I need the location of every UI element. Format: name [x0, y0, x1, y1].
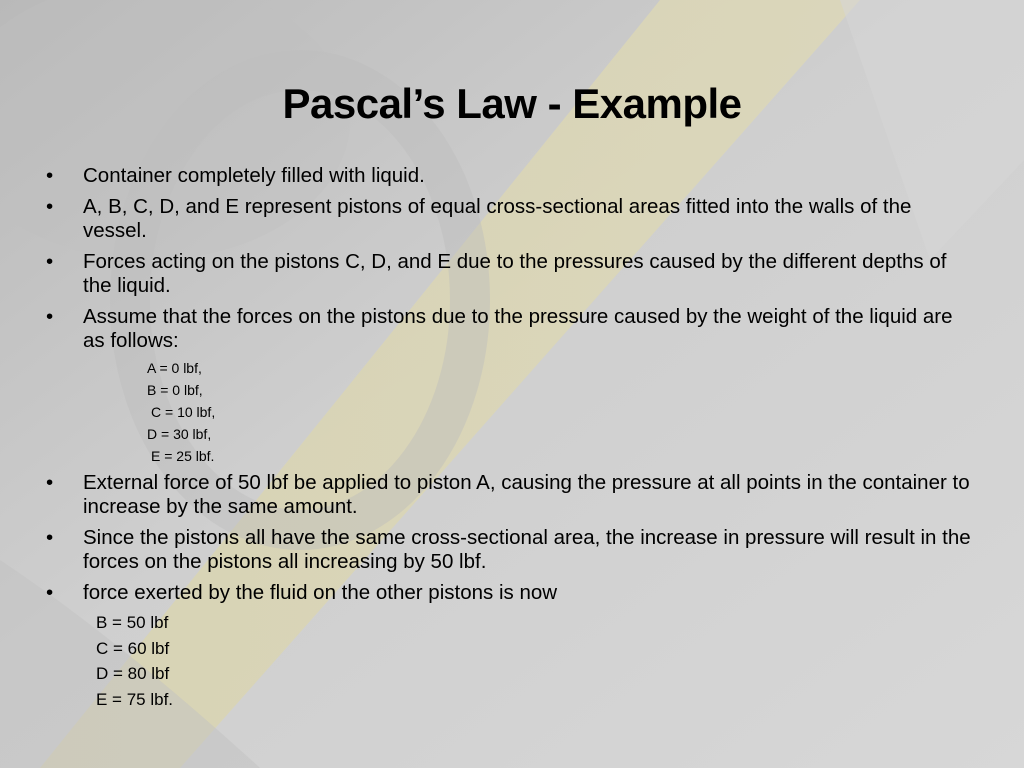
force-value: D = 80 lbf: [96, 664, 170, 683]
bullet-symbol: •: [46, 164, 54, 187]
bullet-text: Since the pistons all have the same cross-sectional area, the increase in pressure will result in the forces on the pistons all increasing by 50 lbf.: [83, 526, 971, 573]
force-value: C = 60 lbf: [96, 638, 170, 658]
force-value: B = 50 lbf: [96, 613, 169, 632]
bullet-text: force exerted by the fluid on the other pistons is now: [83, 581, 558, 604]
bullet-symbol: •: [46, 195, 54, 218]
bullet-item: [46, 471, 976, 519]
bullet-item: [46, 164, 976, 188]
force-value: A = 0 lbf,: [147, 360, 202, 376]
bullet-text: Assume that the forces on the pistons due to the pressure caused by the weight of the liquid are as follows:: [83, 305, 953, 352]
bullet-text: Container completely filled with liquid.: [83, 164, 425, 187]
bullet-text: A, B, C, D, and E represent pistons of equal cross-sectional areas fitted into the walls of the vessel.: [83, 195, 912, 242]
slide-title: Pascal’s Law - Example: [282, 80, 742, 127]
force-value: C = 10 lbf,: [151, 404, 216, 420]
bullet-symbol: •: [46, 526, 54, 549]
bullet-symbol: •: [46, 471, 54, 494]
bullet-symbol: •: [46, 250, 54, 273]
bullet-text: External force of 50 lbf be applied to piston A, causing the pressure at all points in the container to increase by the same amount.: [83, 471, 970, 518]
bullet-item: [46, 581, 976, 605]
force-value: E = 75 lbf.: [96, 689, 174, 709]
bullet-symbol: •: [46, 305, 54, 328]
force-value: D = 30 lbf,: [147, 426, 212, 442]
force-value: B = 0 lbf,: [147, 382, 203, 398]
force-value: E = 25 lbf.: [151, 448, 215, 464]
bullet-item: [46, 526, 976, 574]
initial-forces-list: [46, 357, 976, 467]
bullet-item: [46, 250, 976, 298]
final-forces-list: [96, 610, 976, 712]
bullet-item: [46, 305, 976, 353]
bullet-symbol: •: [46, 581, 54, 604]
slide-body: [46, 164, 976, 712]
bullet-item: [46, 195, 976, 243]
bullet-text: Forces acting on the pistons C, D, and E due to the pressures caused by the different depths of the liquid.: [83, 250, 947, 297]
